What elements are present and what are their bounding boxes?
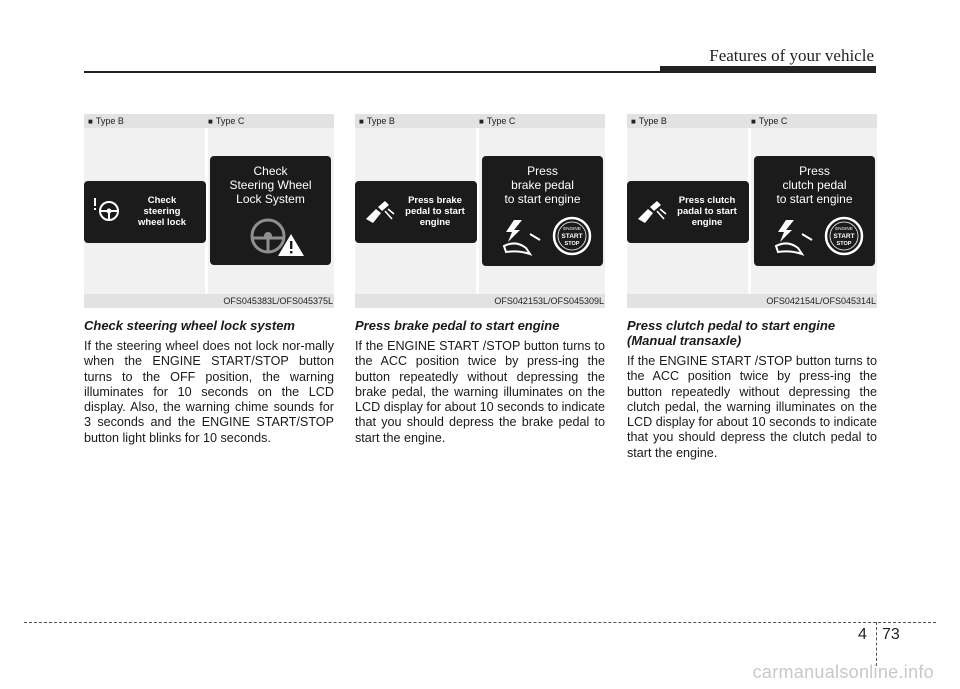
section-brake-pedal <box>355 114 605 446</box>
type-b-label: ■ Type B <box>631 116 667 126</box>
lcd-display-type-c <box>754 156 875 266</box>
section-body: If the ENGINE START /STOP button turns to the ACC position twice by press-ing the button repeatedly without depressing the brake pedal, the warning illuminates on the LCD display for about 10 seconds to indicate that you should depress the brake pedal to start the engine. <box>355 339 605 445</box>
figure-code: OFS042153L/OFS045309L <box>494 296 604 306</box>
square-bullet-icon: ■ <box>88 117 93 126</box>
lcd-display-type-b <box>355 181 477 243</box>
footer-divider <box>876 622 877 666</box>
page-number: 73 <box>882 626 900 643</box>
section-body: If the steering wheel does not lock nor-mally when the ENGINE START/STOP button turns to the OFF position, the warning illuminates for 10 seconds on the LCD display. Also, the warning chime sounds for 3 seconds and the ENGINE START/STOP button light blinks for 10 seconds. <box>84 339 334 445</box>
button-label-engine: ENGINE <box>563 226 581 231</box>
type-c-label: ■ Type C <box>208 116 245 126</box>
button-label-start: START <box>833 233 855 240</box>
figure-brake-pedal <box>355 114 605 308</box>
lcd-message: Press clutch pedal to start engine <box>776 164 853 206</box>
square-bullet-icon: ■ <box>631 117 636 126</box>
section-heading: Press brake pedal to start engine <box>355 318 560 333</box>
engine-start-stop-button-icon <box>824 216 864 256</box>
square-bullet-icon: ■ <box>359 117 364 126</box>
engine-start-stop-button-icon <box>552 216 592 256</box>
lcd-message: Check Steering Wheel Lock System <box>229 164 312 206</box>
lcd-message: Press clutch padal to start engine <box>677 195 737 228</box>
square-bullet-icon: ■ <box>208 117 213 126</box>
square-bullet-icon: ■ <box>751 117 756 126</box>
type-c-label: ■ Type C <box>479 116 516 126</box>
figure-code: OFS045383L/OFS045375L <box>223 296 333 306</box>
lcd-message: Check steering wheel lock <box>137 195 187 228</box>
steering-wheel-warning-icon <box>92 195 122 225</box>
section-steering-lock <box>84 114 334 446</box>
header-rule <box>84 71 660 73</box>
type-b-label: ■ Type B <box>88 116 124 126</box>
lcd-message: Press brake pedal to start engine <box>405 195 465 228</box>
header-rule-accent <box>660 66 876 73</box>
foot-pedal-icon <box>363 199 395 227</box>
button-label-stop: STOP <box>564 241 580 247</box>
type-b-label: ■ Type B <box>359 116 395 126</box>
chapter-number: 4 <box>858 626 867 643</box>
clutch-pedal-icon <box>772 218 816 256</box>
lcd-display-type-c <box>210 156 331 265</box>
button-label-start: START <box>561 233 583 240</box>
figure-steering-lock <box>84 114 334 308</box>
button-label-stop: STOP <box>836 241 852 247</box>
figure-code: OFS042154L/OFS045314L <box>766 296 876 306</box>
lcd-message: Press brake pedal to start engine <box>504 164 581 206</box>
square-bullet-icon: ■ <box>479 117 484 126</box>
footer-rule <box>24 622 936 623</box>
figure-clutch-pedal <box>627 114 877 308</box>
section-heading: Press clutch pedal to start engine (Manual transaxle) <box>627 318 836 348</box>
section-heading: Check steering wheel lock system <box>84 318 295 333</box>
header-title: Features of your vehicle <box>709 46 874 65</box>
type-c-label: ■ Type C <box>751 116 788 126</box>
steering-wheel-lock-icon <box>236 214 306 258</box>
lcd-display-type-b <box>84 181 206 243</box>
brake-pedal-icon <box>500 218 544 256</box>
section-clutch-pedal <box>627 114 877 461</box>
watermark: carmanualsonline.info <box>752 662 934 682</box>
lcd-display-type-b <box>627 181 749 243</box>
section-body: If the ENGINE START /STOP button turns to the ACC position twice by press-ing the button repeatedly without depressing the clutch pedal, the warning illuminates on the LCD display for about 10 seconds to indicate that you should depress the clutch pedal to start the engine. <box>627 354 877 460</box>
lcd-display-type-c <box>482 156 603 266</box>
foot-pedal-icon <box>635 199 667 227</box>
button-label-engine: ENGINE <box>835 226 853 231</box>
